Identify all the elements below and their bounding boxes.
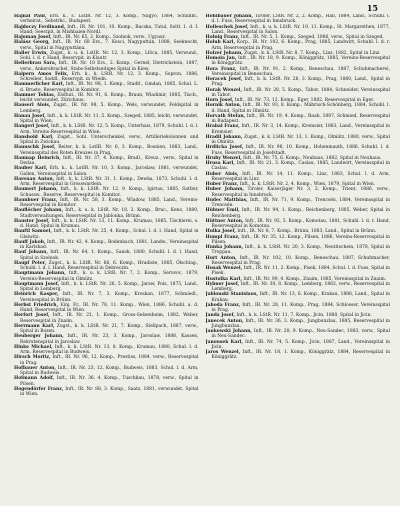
register-entry (14, 135, 199, 146)
entry-details: Inft., k. k. LStR. Nr. 31, 1. Komp., Dewka, 1873, Schuhl. l. d. Arm, Reservespital in Grosswardein. (20, 176, 199, 187)
entry-details: Inft., k. k. LStR. Nr. 11, 5. Komp., Szeged, 1885, leicht, verwundet, Spital in Wien. (20, 113, 199, 124)
entry-name: Heuberger Johann, (14, 334, 64, 340)
entry-name: Hrabal Franz, (205, 124, 240, 130)
entry-details: Inft., IR. Nr. 88, 3. Komp., Saatz, 1881, verwundet, Spital in Wien. (20, 386, 199, 397)
entry-name: Hunka Johann, (205, 245, 244, 250)
entry-details: Inft., IR. Nr. 68 Ers., 7. Kesci, Nagyputtán, 1888, Seeknecht, verw., Spital in Nagyputtána. (20, 40, 199, 51)
register-entry (14, 345, 199, 356)
entry-name: Halász Georg, (14, 40, 50, 46)
register-entry (14, 177, 199, 188)
register-entry (14, 93, 199, 104)
entry-name: Horacek Josef, (205, 77, 243, 82)
register-entry (14, 271, 199, 282)
entry-details: Tiroler, LStR. Nr. 2, 2. Komp., Hall, 1884, Land., Schuhl. l. d. l. Fuss, Reservespital in Innsbruck. (211, 14, 390, 25)
entry-name: Hauptmann Johann, (14, 271, 66, 277)
entry-name: Hanftl Samuel, (14, 229, 52, 235)
entry-details: Inft., IR. Nr. 96, 12. Komp., Prestiss, 1884, verw., Reservespital in Prag. (20, 355, 199, 366)
entry-details: Inft., k. k. LStR. Nr. 13, 8. Komp., Krumau, 1880, Schul. l. d. Arm, Reservespital in Budweis. (20, 344, 199, 355)
entry-details: Elsfluit., IR. Nr. 91, 6. Komp., Braun, Wladimir, 1885, Tisch., leicht verwundet, Zürichaus. (20, 92, 199, 103)
entry-details: Zugst., k. k. LStR. Nr. 21, 7. Komp., Stellpach, 1887, verw., Spital in Bozen. (20, 323, 199, 334)
entry-details: Inft., IR. Nr. 71, 9. Komp., Trencsén, 1884, Vereinsspital in Trencsén. (211, 197, 390, 208)
register-entry (206, 350, 391, 361)
entry-name: Hauflöcher Johann, (14, 208, 64, 214)
register-entry (206, 329, 391, 340)
register-entry (14, 82, 199, 93)
register-entry (14, 219, 199, 230)
entry-name: Herrmann Karl, (14, 323, 55, 329)
entry-details: Inft., IR. Nr. 58, 3. Komp., Wladow, 1885, Land., Vereins-Reservespital in Komitor. (20, 197, 199, 208)
entry-name: Hellerbrau Sara, (14, 61, 57, 67)
entry-details: Inft., k. k. LStR. Nr. 13, 11. Komp., Krumau, 1885, Tischlerei, s. d. Hand, Spital in Krumau. (20, 218, 199, 229)
left-column (14, 14, 199, 500)
entry-details: Inft., IR. Nr. 64, 1. Komp., Sanok, 1880, Schuhl. l. d. l. Hand, Spital in Szolnok. (20, 250, 199, 261)
entry-details: Inft., IR. Nr. 28, 5. Komp., Tabor, 1884, Schneider, Vereinsspital in Tabor. (211, 87, 390, 98)
register-entry (206, 198, 391, 209)
entry-details: Inft., IR. Nr. 21, 3. Komp., Caslau, 1885, Landwirt, Vereinsspital in Caslau. (211, 161, 390, 172)
register-entry (14, 376, 199, 387)
register-entry (14, 187, 199, 198)
entry-name: Hajoman Josef, (14, 35, 52, 40)
entry-details: Korp., IR. Nr. 102, 6. Komp., Prag, 1885, Landwirt, Schuhl. l. d. r. Arm, Reservespital in Prag. (211, 40, 390, 51)
entry-name: Horn Josef, (205, 98, 234, 103)
entry-details: Erh. k., k. LstIR. Nr. 10, 3. Komp., Jaroslaw, 1881, verwundet, Gallen, Vereinsspital in Salon. (20, 166, 199, 177)
register-entry (14, 208, 199, 219)
entry-details: Inft., IR. Nr. 98, 10. Komp., Hohenmauth, 1886, Schuhl. l. d. Fuss, Reservespital in Josefstadt. (211, 145, 390, 156)
register-entry (14, 334, 199, 345)
entry-details: Inft., IR. Nr. 74, 5. Komp., Jicin, 1887, Land., Vereinsspital in Jicin. (211, 339, 390, 350)
register-entry (206, 172, 391, 183)
entry-name: Hauf Johann, (14, 250, 48, 256)
register-entry (206, 67, 391, 78)
register-entry (206, 145, 391, 156)
entry-details: Inft., IR. Nr. 23, 12. Komp., Budweis, 1883, Schul. l. d. Arm, Spital in Budweis. (20, 365, 199, 376)
entry-details: Inft., IR. Nr. 19, 4. Komp., Raab, 1887, Schmied, Reservespital in Budapest. (211, 113, 390, 124)
entry-name: Hübner Emil, (205, 208, 240, 214)
entry-name: Hora Franz, (205, 66, 237, 72)
entry-name: Hornik Anton, (205, 103, 242, 109)
entry-name: Hamnap Heinrich, (14, 155, 61, 161)
entry-name: Hradil Johann, (205, 134, 243, 140)
entry-details: Inft., IR. Nr. 11, 2. Komp., Pisek, 1884, Schul. l. d. Fuss, Spital in Pisek. (211, 266, 390, 277)
register-entry (14, 145, 199, 156)
entry-details: Zugst., Sohl. Unterschenkel, verw., Artilleriekolonnen und Spital in Zwickau. (20, 134, 199, 145)
entry-details: Inft., IR. Nr. 30, 8. Komp., Lemberg, 1882, verw., Reservespital in Lemberg. (211, 281, 390, 292)
right-column (206, 14, 391, 500)
entry-name: Hauff Jakob, (14, 239, 46, 245)
register-entry (206, 266, 391, 277)
register-entry (14, 51, 199, 62)
entry-name: Haupf Peter, (14, 260, 47, 266)
register-entry (206, 208, 391, 219)
entry-details: Inft., k. k. LStR. Nr. 26, 5. Komp., Jaraw, Pols, 1875, Land., Spital in Lemberg. (20, 281, 199, 292)
entry-name: Hogendörfer Franz, (14, 386, 64, 392)
register-entry (206, 292, 391, 303)
entry-name: Hüttner Anton, (205, 218, 244, 224)
register-entry (206, 219, 391, 230)
entry-details: Inft., IR. Nr. 5, 1. Komp., Szeged, 1886, verw., Spital in Szeged. (240, 35, 384, 40)
entry-name: Huber Franz, (205, 182, 239, 187)
entry-name: Holleschek Josef, (205, 24, 249, 30)
register-entry (206, 303, 391, 314)
entry-name: Horvath Stefan, (205, 113, 246, 119)
entry-details: Inft., IR. Nr. 94, 1. Komp., Reichenberg, 1885, Weber, Spital in Reichenberg. (211, 208, 390, 219)
entry-name: Hammer Tobias, (14, 92, 56, 98)
entry-details: Inft., IR. Nr. 23, 3. Komp., Jaroslaw, 1888, Kassen, Rekrutenspital in Jaroslaw. (20, 334, 199, 345)
register-entry (206, 340, 391, 351)
register-entry (14, 61, 199, 72)
entry-name: Hanuschk Josef, (14, 145, 56, 151)
entry-details: Inft., IR. Nr. 21, 1. Komp., Gross-Selzenheim, 1882, Weber, Reservespital in Znaim. (20, 313, 199, 324)
entry-details: Inft., IR. Nr. 102, 10. Komp., Beneschau, 1887, Schuhmacher, Reservespital in Prag. (211, 255, 390, 266)
register-entry (14, 313, 199, 324)
entry-name: Janda Josef, (205, 313, 235, 319)
register-entry (206, 114, 391, 125)
entry-name: Hulka Josef, (205, 229, 236, 235)
entry-details: Inft., k. u. k. LStR. Nr. 19, 11. Komp., St. Margarethen, 1877, Land., Reservespital in Salon. (211, 24, 390, 35)
register-entry (206, 124, 391, 135)
entry-details: Inft., IR. Nr. 36, 3. Komp., Jungbunzlau, 1885, Reservespital in Jungbunzlau. (211, 318, 390, 329)
entry-details: Inft., k. k. LStR. Nr. 11, 7. Komp., Jicin, 1880, Spital in Jicin. (236, 313, 372, 319)
register-entry (14, 282, 199, 293)
register-entry (206, 135, 391, 146)
entry-details: Erh. k., k. LStR. Nr. 12, 3. Komp., Sopron, 1886, Schreiber, Soddl., Reservpit. in Wiedn. (20, 71, 199, 82)
entry-details: Inft., IR. Nr. 20, 9. Komp., Neu-Sandec, 1883, verw., Spital in Neu-Sandec. (211, 329, 390, 340)
entry-details: Inft., IR. Nr. 3, 14. Komp., Kremsier, 1883, Land., Vereinsspital in Kremsier. (211, 124, 390, 135)
entry-name: Huber Johann, (205, 187, 244, 193)
register-entry (14, 124, 199, 135)
entry-details: Inft., k. k. LStR. Nr. 25, 4. Komp., Schul. l. d. l. Hand, Spital in Gleiwitz. (20, 229, 199, 240)
entry-details: Inft., IR. Nr. 18, 9. Komp., Königgrätz, 1885, Vereins-Reservespital in Königgrätz. (211, 56, 390, 67)
entry-details: Inft., IR. Nr. 99, 4. Komp., Znaim, 1885, Vereinsspital in Znaim. (243, 276, 387, 282)
entry-name: Hangerl Josef, (14, 124, 50, 130)
entry-name: Horak Wenzel, (205, 87, 243, 93)
register-entry (206, 161, 391, 172)
register-entry (206, 14, 391, 25)
register-entry (14, 14, 199, 25)
entry-name: Hirsch Moritz, (14, 355, 51, 361)
register-entry (206, 256, 391, 267)
entry-details: Inft., IR. Nr. 93, 8. Komp., Mährisch-Schönberg, 1884, Schuhl. l. d. Hand, Spital in Olmütz. (211, 103, 390, 114)
entry-details: Inft., IR. Nr. 18, 1. Komp., Königgrätz, 1884, Reservespital in Königgrätz. (211, 350, 390, 361)
entry-name: Herbst Friedrich, (14, 302, 59, 308)
entry-name: Haumerl Johann, (14, 187, 58, 193)
entry-details: Zugst., k. k. LStR. Nr. 66, 6. Komp., Hradiste, 1885, Ölschlag., Schuhl. l. d. l. Hand, Reservespital in Debreczin. (20, 260, 199, 271)
entry-name: Hanshold Karl, (14, 134, 54, 140)
entry-details: Einj. Fr., IR. Nr. 78, 11. Komp., Wien, 1886, Schuhl. a. d. Hand, Reservespital in Wien. (20, 302, 199, 313)
entry-details: Inft., k. u. k. LStR. Nr. 7, 2. Komp., Seruvoc, 1879, Vereins-Reservespital in Olmütz. (20, 271, 199, 282)
register-entry (14, 166, 199, 177)
register-entry (14, 355, 199, 366)
entry-details: Inft., k. u. k. LStR. Nr. 18, 3. Komp., Bruc., Keno, 1880, Stadtverwaltungen, Reservespital in Jablonka, Brünn. (20, 208, 199, 219)
register-entry (14, 387, 199, 398)
register-entry (14, 324, 199, 335)
register-entry (14, 25, 199, 36)
register-entry (14, 103, 199, 114)
register-entry (14, 303, 199, 314)
register-entry (14, 198, 199, 209)
entry-details: Inft., IR. Nr. 7, 3. Komp., Kroskan, 1877, Schmiedl., Vereinsspital in Brünn. (20, 292, 199, 303)
entry-name: Holub Karl, (205, 40, 235, 46)
entry-details: Inft., IR. Nr. 75, 6. Komp., Neuhaus, 1882, Spital in Neuhaus. (243, 155, 382, 161)
entry-name: Hurt Anton, (205, 255, 237, 261)
entry-name: Huber Alois, (205, 171, 239, 177)
entry-details: Inft., IR. Nr. 36, 4. Komp., Tuschkau, 1878, verw., Spital in Pilsen. (20, 376, 199, 387)
entry-details: Inft., IR. Nr. 98, 1. Komp., Stadtl., Gmdan, 1885, Schul. L. d. Bruste, Reservespital in Komitor. (20, 82, 199, 93)
entry-details: Inft., IR. Nr. 8, 7. Komp., Brünn, 1883, Land., Spital in Brünn. (237, 229, 377, 235)
entry-details: Inft., IR. Nr. 35, 12. Komp., Pilsen, 1886, Vereins-Reservespital in Pilsen. (211, 234, 390, 245)
entry-name: Haller Erwin, (14, 50, 48, 56)
entry-name: Hammerlicher Karl, (14, 82, 65, 88)
entry-name: Humpl Franz, (205, 234, 240, 240)
register-entry (206, 40, 391, 51)
register-entry (14, 40, 199, 51)
entry-details: Inft., IR. Nr. 65, 2. Komp., Szolnok, verw., Ugyaur. (53, 35, 166, 40)
entry-details: Reiter, k. k. LstIR. Nr. 6, 3. Komp., Bosnien, 1883, Land., Vereinsspital des Roten Kreuzes in Prag. (20, 145, 199, 156)
entry-details: Inft., IR. Nr. 14, 11. Komp., Linz, 1883, Schul. l. d. Arm, Reservespital in Linz. (211, 171, 390, 182)
page-number: 15 (366, 3, 378, 13)
entry-name: Heinrich Kasper, (14, 292, 59, 298)
entry-name: Holnig Franz, (205, 35, 240, 40)
entry-name: Hybner Josef, (205, 281, 240, 287)
entry-details: Inft., k. k. LStR. Nr. 28, 3. Komp., Prag, 1880, Land., Spital in Prag. (211, 77, 390, 88)
entry-name: Hofbauer Anton, (14, 365, 56, 371)
entry-name: Husak Wenzel, (205, 266, 243, 271)
entry-name: Holzer Johann, (205, 50, 243, 56)
register-entry (206, 77, 391, 88)
register-entry (206, 319, 391, 330)
register-entry (206, 187, 391, 198)
entry-details: Zugst., k. k. LStR. Nr. 13, 1. Komp., Olmütz, 1880, verw., Spital in Olmütz. (211, 134, 390, 145)
entry-details: Inft., IR. Nr. 13, 6. Komp., Krakau, 1886, Land., Spital in Krakau. (211, 292, 390, 303)
entry-name: Hrusa Karl, (205, 161, 235, 166)
register-entry (206, 25, 391, 36)
register-entry (206, 235, 391, 246)
entry-details: Erh. k., s. LstIR. Nr. 12, 3. Komp., Nagyo, 1884, Schuhm., verheirat., Sebstrkc., Budapest. (20, 14, 199, 25)
entry-name: Hrdlicka Josef, (205, 145, 244, 151)
entry-name: Hajnal Paul, (14, 14, 47, 19)
entry-name: Jaros Wenzel, (205, 350, 241, 355)
entry-name: Hauster Josef, (14, 218, 50, 224)
entry-name: Janousek Karl, (205, 339, 243, 345)
register-entry (14, 240, 199, 251)
entry-name: Hustolka Karl, (205, 276, 242, 282)
register-entry (14, 229, 199, 240)
register-entry (14, 250, 199, 261)
entry-name: Hauptmann Josef, (14, 281, 60, 287)
entry-details: Inft., IR. Nr. 18 Ers., 2. Komp., Gernel, Dietrichstein, 1887, verw., Ankersbrachel, Stabs-Selbstseitiges Spital in Kiew. (20, 61, 199, 72)
entry-name: Hohlbauer Johann, (205, 14, 254, 19)
entry-details: Inft., IR. Nr. 42, 4. Komp., Bodenbach, 1881, Landw., Vereinsspital in Karlsbad. (20, 239, 199, 250)
entry-name: Hudec Matthias, (205, 197, 248, 203)
entry-details: Inft., IR. Nr. 91, 2. Komp., Beneschau, 1887, Schuhmacherei, Vereinsspital in Beneschau. (211, 66, 390, 77)
entry-name: Hofmann Adolf, (14, 376, 55, 382)
entry-name: Hauber Karl, (14, 166, 48, 172)
entry-details: Zugst., k. u. k. LstIR. Nr. 12, 3. Komp., Lföca, 1885, Verwund., Sohl. l. d. r. Hand, Reservpit. in Klautr. (20, 50, 199, 61)
entry-details: Inft., k. k. LStR. Nr. 20, 3. Komp., Neutitschein, 1878, Spital in Troppau. (211, 245, 390, 256)
entry-name: Jablonski Stanislaus, (205, 292, 258, 298)
entry-name: Homola Jan, (205, 56, 237, 61)
entry-name: Herfort Josef, (14, 313, 50, 319)
register-entry (206, 282, 391, 293)
entry-name: Hruby Wenzel, (205, 155, 242, 161)
entry-details: Inft., IR. Nr. 101, 10. Komp., Bacska, Tutul, Soltl. 1. d. I. Hand; Seestpit. in Mishbaien-Nordl. (20, 24, 199, 35)
entry-details: Zugst., IR. Nr. 98, 5. Komp., Wels, verwundet, Feldspital in Lemberg. (20, 103, 199, 114)
register-entry (14, 72, 199, 83)
register-entry (206, 103, 391, 114)
entry-name: Jankowski Johann, (205, 329, 252, 334)
entry-name: Halpern Amos Felix, (14, 71, 69, 77)
entry-details: Inft., k. k. LStR. Nr. 2, 4. Komp., Wien, 1879, Spital in Wien. (239, 182, 376, 187)
register-entry (206, 245, 391, 256)
register-entry (14, 114, 199, 125)
entry-details: Inft., IR. Nr. 73, 12. Komp., Eger, 1882, Reservespital in Eger. (234, 98, 375, 103)
register-entry (14, 292, 199, 303)
entry-name: Janecek Anton, (205, 318, 244, 324)
register-entry (206, 88, 391, 99)
entry-details: Inft., IR. Nr. 92, 5. Komp., Komotau, 1881, Schuhl. l. d. r. Hand, Reservespital in Komotau. (211, 218, 390, 229)
entry-name: Hajdoczy Ferdinand, (14, 24, 66, 30)
entry-details: Inft., k. k. LStR. Nr. 12, 9. Komp., Igirtau, 1885, Sattler, Schussw., Reserve, Reservespital in Komitor. (20, 187, 199, 198)
register-entry (14, 366, 199, 377)
entry-details: Tiroler, Kaiserjäger Nr. 3, 2. Komp., Trient, 1886, verw., Reservespital in Innsbruck. (211, 187, 390, 198)
entry-details: Inft., IR. Nr. 37, 4. Komp., Bradl., Kreuz., verw., Spital in Dedau. (20, 155, 199, 166)
entry-name: Hinke Michael, (14, 344, 53, 350)
entry-details: Zugst., k. k. LStR. Nr. 8, 7. Komp., Linz, 1882, Spital in Linz. (244, 50, 381, 56)
text-columns (14, 14, 390, 500)
register-entry (14, 261, 199, 272)
register-entry (206, 56, 391, 67)
entry-name: Harenau Anton, (14, 176, 55, 182)
entry-name: Jahoda Franz, (205, 302, 241, 308)
register-entry (14, 156, 199, 167)
entry-name: Hanau Josef, (14, 113, 46, 119)
entry-details: Inft., k. k. LStR. Nr. 12, 5. Komp., Unterhais, 1879, Schuhl. l. d. l. Arm, Vereins-Reservespital in Wien. (20, 124, 199, 135)
entry-name: Hauserl Alois, (14, 103, 51, 109)
entry-name: Haunbuer Franz, (14, 197, 58, 203)
entry-details: Inft., IR. Nr. 28, 11. Komp., Prag, 1884, Schlosser, Vereinsspital in Prag. (211, 302, 390, 313)
